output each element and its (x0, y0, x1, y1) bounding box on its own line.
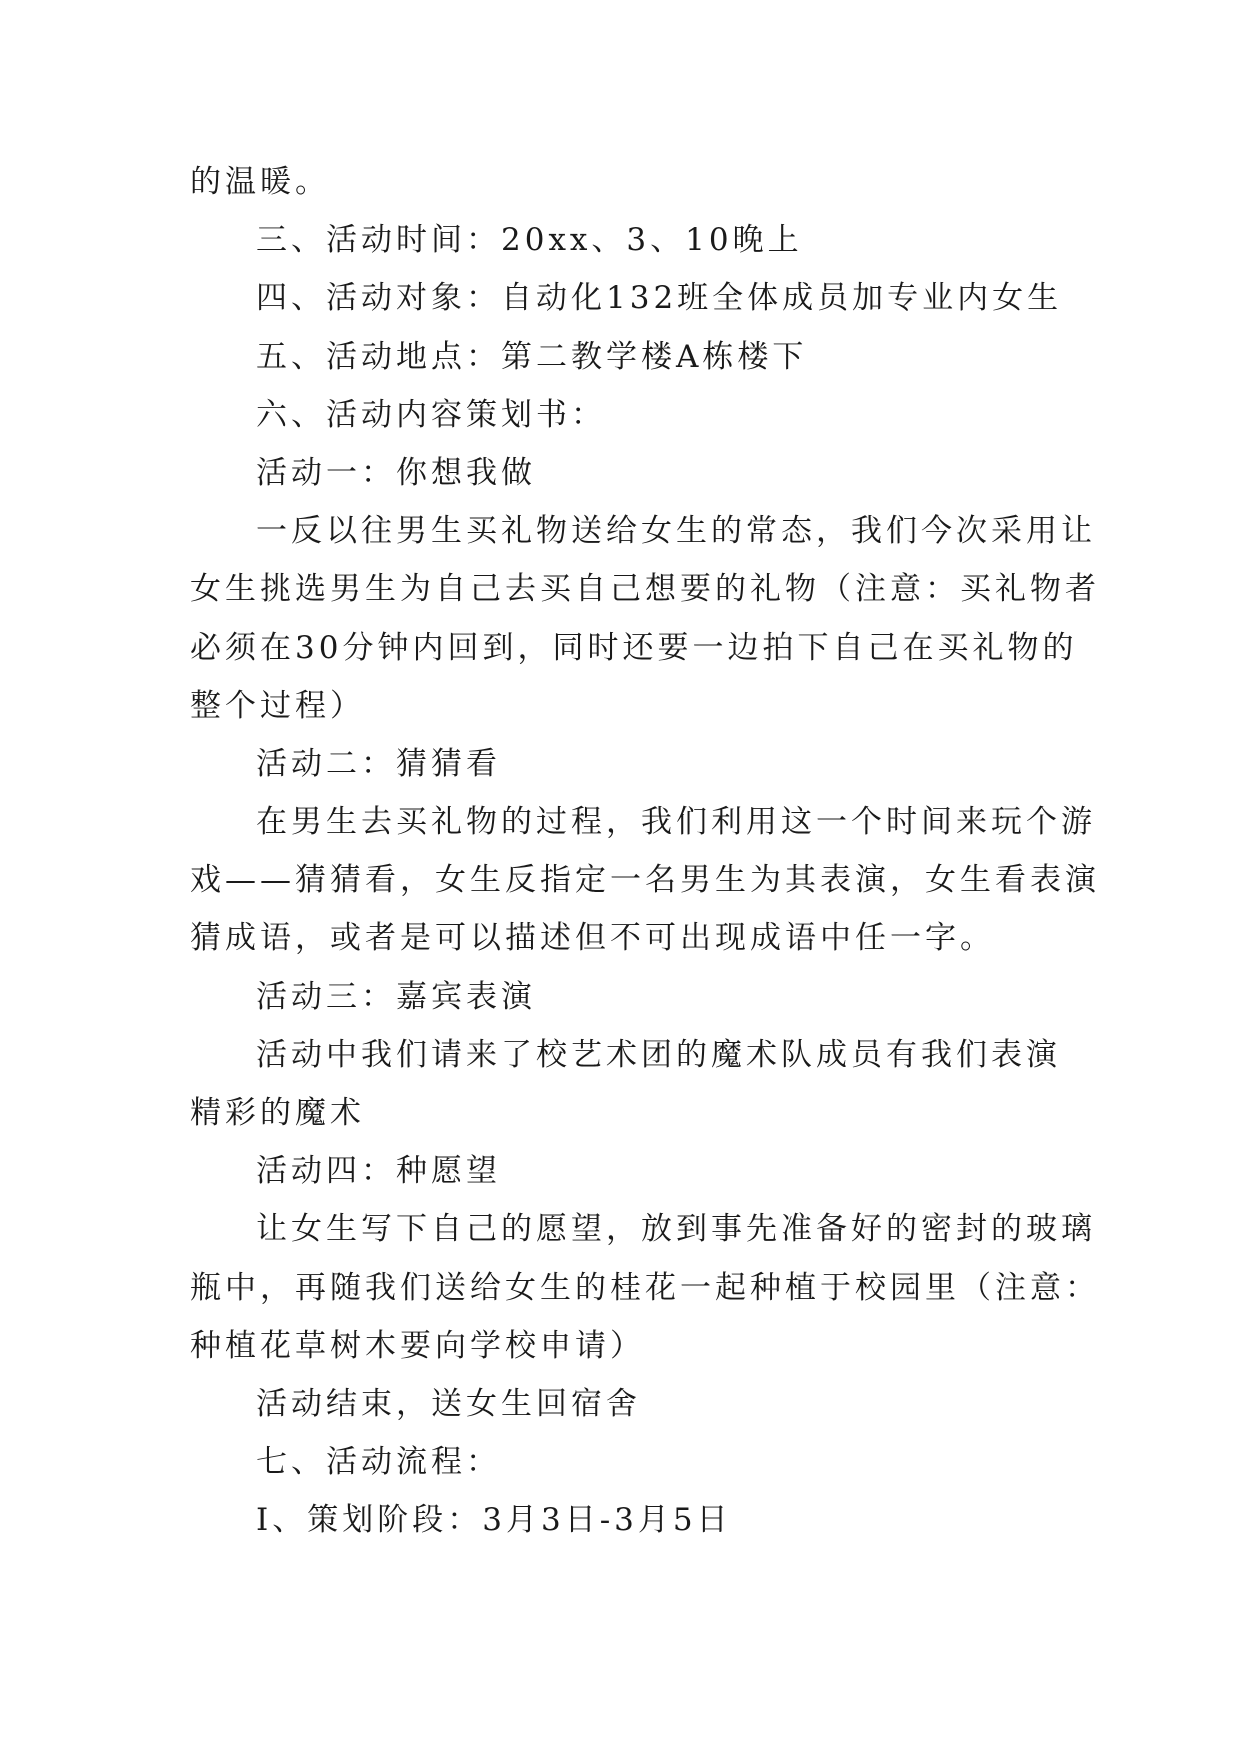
text-line: 活动中我们请来了校艺术团的魔术队成员有我们表演 (256, 1036, 1061, 1073)
text-line: 必须在30分钟内回到，同时还要一边拍下自己在买礼物的 (190, 629, 1078, 666)
text-line: 五、活动地点：第二教学楼A栋楼下 (256, 338, 808, 375)
text-line: 让女生写下自己的愿望，放到事先准备好的密封的玻璃 (256, 1211, 1096, 1248)
text-line: 种植花草树木要向学校申请） (190, 1327, 645, 1364)
document-body (190, 153, 1100, 1550)
text-line: 一反以往男生买礼物送给女生的常态，我们今次采用让 (256, 513, 1096, 550)
text-line: 瓶中，再随我们送给女生的桂花一起种植于校园里（注意： (190, 1269, 1100, 1306)
text-line: 四、活动对象：自动化132班全体成员加专业内女生 (256, 280, 1063, 317)
text-line: 精彩的魔术 (190, 1095, 365, 1131)
text-line: 戏——猜猜看，女生反指定一名男生为其表演，女生看表演 (190, 862, 1100, 899)
text-line: 活动二：猜猜看 (256, 745, 501, 782)
text-line: 猜成语，或者是可以描述但不可出现成语中任一字。 (190, 920, 995, 957)
text-line: 在男生去买礼物的过程，我们利用这一个时间来玩个游 (256, 804, 1096, 841)
text-line: 活动结束，送女生回宿舍 (256, 1385, 641, 1422)
text-line: 七、活动流程： (256, 1444, 501, 1481)
text-line: 活动四：种愿望 (256, 1153, 501, 1190)
text-line: 活动三：嘉宾表演 (256, 978, 536, 1015)
text-line: 的温暖。 (190, 164, 330, 200)
text-line: 三、活动时间：20xx、3、10晚上 (256, 222, 803, 259)
text-line: Ⅰ、策划阶段：3月3日-3月5日 (256, 1502, 732, 1539)
text-line: 整个过程） (190, 687, 365, 724)
text-line: 女生挑选男生为自己去买自己想要的礼物（注意：买礼物者 (190, 571, 1100, 608)
text-line: 六、活动内容策划书： (256, 396, 606, 433)
text-line: 活动一：你想我做 (256, 454, 536, 491)
